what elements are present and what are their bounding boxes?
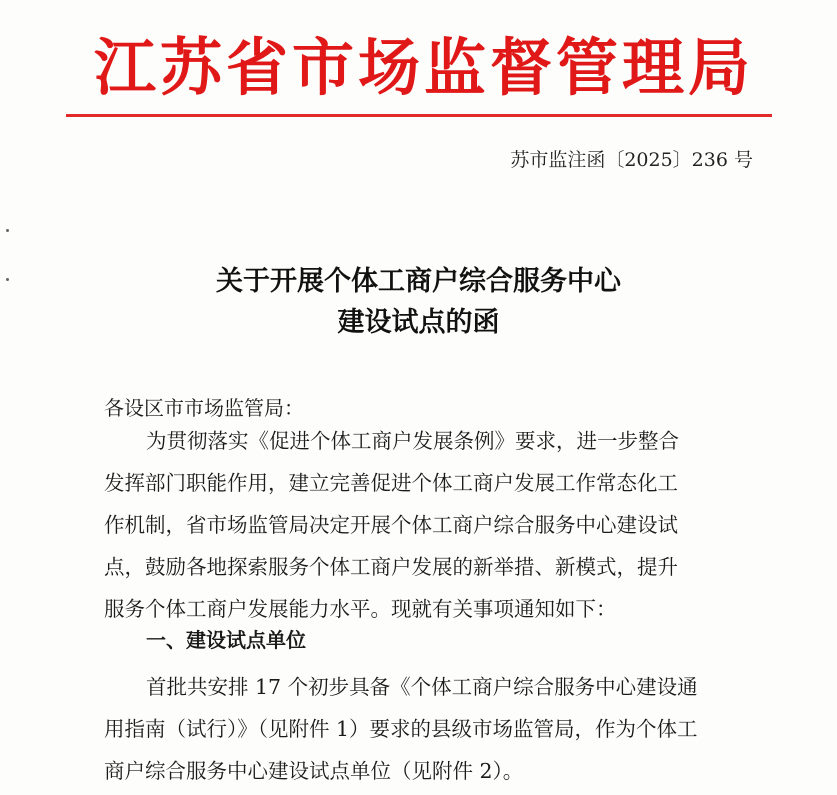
salutation: 各设区市市场监管局： (104, 396, 304, 420)
paragraph-line: 商户综合服务中心建设试点单位（见附件 2）。 (104, 759, 524, 783)
paragraph-line: 首批共安排 17 个初步具备《个体工商户综合服务中心建设通 (146, 675, 698, 699)
paragraph-line: 点，鼓励各地探索服务个体工商户发展的新举措、新模式，提升 (104, 555, 678, 579)
section-heading-1: 一、建设试点单位 (146, 628, 306, 652)
paragraph-line: 为贯彻落实《促进个体工商户发展条例》要求，进一步整合 (146, 429, 679, 453)
masthead-title: 江苏省市场监督管理局 (93, 31, 754, 104)
paragraph-intro (104, 420, 754, 630)
document-title-line-1: 关于开展个体工商户综合服务中心 (216, 266, 621, 297)
paragraph-line: 服务个体工商户发展能力水平。现就有关事项通知如下： (104, 597, 617, 621)
masthead-red-rule (66, 114, 772, 117)
paragraph-line: 用指南（试行）》（见附件 1）要求的县级市场监管局，作为个体工 (104, 717, 698, 741)
document-number: 苏市监注函〔2025〕236 号 (510, 149, 753, 171)
paragraph-line: 作机制，省市场监管局决定开展个体工商户综合服务中心建设试 (104, 513, 678, 537)
document-title-line-2: 建设试点的函 (337, 307, 500, 338)
paragraph-section-1 (104, 666, 754, 792)
scan-speck (6, 229, 9, 232)
paragraph-line: 发挥部门职能作用，建立完善促进个体工商户发展工作常态化工 (104, 471, 678, 495)
